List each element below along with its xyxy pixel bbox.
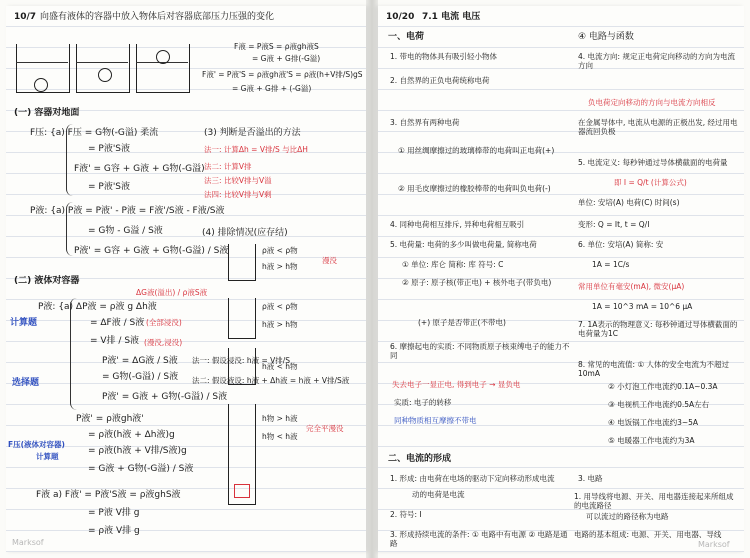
notebook-gutter	[366, 0, 378, 558]
d3-label1: h液 < h物	[262, 362, 298, 371]
r20: 3. 形成持续电流的条件: ① 电路中有电源 ② 电路是通路	[390, 530, 568, 548]
watermark-right: Marksof	[698, 540, 730, 549]
r13: 8. 常见的电流值: ① 人体的安全电流为不超过10mA	[578, 360, 730, 378]
diagram-4-object	[234, 484, 250, 498]
r15: 实质: 电子的转移	[394, 398, 452, 407]
d1-red: 漫没	[322, 256, 337, 265]
s2-bottom3: = ρ液 V排 g	[88, 526, 140, 536]
r9: ② 原子: 原子核(带正电) + 核外电子(带负电)	[402, 278, 552, 287]
s1-line7: P液' = G容 + G液 + G物(-G溢) / S液	[74, 246, 229, 256]
r2-red: 负电荷定向移动的方向与电流方向相反	[588, 98, 716, 107]
left-title: 向盛有液体的容器中放入物体后对容器底部压力压强的变化	[40, 12, 275, 22]
water-line-2	[76, 62, 128, 63]
s1-line4: = P液'S液	[88, 182, 131, 192]
s2-line8: = ρ液(h液 + Δh液)g	[88, 430, 175, 440]
r1: 1. 带电的物体具有吸引轻小物体	[390, 52, 498, 61]
s2-note2: 法二: 假设液设: h液 + Δh液 = h液 + V排/S液	[192, 376, 350, 385]
r11: (+) 原子是否带正(不带电)	[418, 318, 506, 327]
d1-label1: ρ液 < ρ物	[262, 246, 298, 255]
s1-red-method-1: 法一: 计算Δh = V排/S 与比ΔH	[204, 145, 308, 154]
right-title: 7.1 电流 电压	[422, 12, 481, 22]
s2-line2: = ΔF液 / S液	[90, 318, 145, 328]
left-date: 10/7	[14, 12, 37, 22]
s1-line6: = G物 - G溢 / S液	[88, 226, 163, 236]
side-label-calc-2: 计算题	[36, 452, 59, 461]
r14b: ② 小灯泡工作电流约0.1A~0.3A	[608, 382, 718, 391]
s1-red-method-4: 法四: 比较V排与V剩	[204, 190, 272, 199]
s1-line1b: (3) 判断是否溢出的方法	[204, 128, 301, 138]
r17b: 3. 电路	[578, 474, 603, 483]
d4-label1: h物 > h液	[262, 414, 298, 423]
top-formula-4: = G液 + G排 + (-G溢)	[232, 84, 312, 93]
s2-bottom1: F液 a) F液' = P液'S液 = ρ液ghS液	[36, 490, 181, 500]
r5: ② 用毛皮摩擦过的橡胶棒带的电荷叫负电荷(-)	[398, 184, 551, 193]
s2-line3: = V排 / S液	[90, 336, 140, 346]
diagram-2	[228, 298, 256, 339]
r7: 5. 电荷量: 电荷的多少叫做电荷量, 简称电荷	[390, 240, 537, 249]
section-liquid-container: (二) 液体对容器	[14, 276, 80, 286]
right-date: 10/20	[386, 12, 415, 22]
right-section-charge: 一、电荷	[388, 32, 425, 42]
right-page	[378, 6, 744, 552]
r12: 6. 摩擦起电的实质: 不同物质原子核束缚电子的能力不同	[390, 342, 570, 360]
r19b: 可以流过的路径称为电路	[586, 512, 669, 521]
top-formula-1: F液 = P液S = ρ液gh液S	[234, 42, 319, 51]
s1-red-method-3: 法三: 比较V排与V溢	[204, 176, 272, 185]
r19: 2. 符号: I	[390, 510, 422, 519]
r18: 动的电荷是电流	[412, 490, 465, 499]
r14-red: 失去电子一显正电, 得到电子 → 显负电	[392, 380, 521, 389]
r3: 3. 自然界有两种电荷	[390, 118, 460, 127]
d2-label2: h液 > h物	[262, 320, 298, 329]
r5b: 单位: 安培(A) 电荷(C) 时间(s)	[578, 198, 680, 207]
r9-red: 常用单位有毫安(mA), 微安(μA)	[578, 282, 685, 291]
right-section-current: 二、电流的形成	[388, 454, 452, 464]
d4-label2: h物 < h液	[262, 432, 298, 441]
r16c: ⑤ 电暖器工作电流约为3A	[608, 436, 695, 445]
s2-line7: P液' = ρ液gh液'	[76, 414, 144, 424]
s2-line1: P液: {a) ΔP液 = ρ液 g Δh液	[38, 302, 157, 312]
s1-line3: F液' = G容 + G液 + G物(-G溢)	[74, 164, 205, 174]
watermark-left: Marksof	[12, 538, 44, 547]
s1-line1: F压: {a) F压 = G物(-G溢) 柔流	[30, 128, 159, 138]
right-section-charge-b: ④ 电路与函数	[578, 32, 634, 42]
d2-label1: ρ液 < ρ物	[262, 302, 298, 311]
r7b: 6. 单位: 安培(A) 简称: 安	[578, 240, 664, 249]
water-line-1	[16, 62, 68, 63]
s1-line2: = P液'S液	[88, 144, 131, 154]
r11b: 7. 1A表示的物理意义: 每秒钟通过导体横截面的电荷量为1C	[578, 320, 738, 338]
brace-p-liquid	[70, 298, 77, 410]
s2-red3: (漫没,浸没)	[144, 338, 183, 347]
r4b: 5. 电流定义: 每秒钟通过导体横截面的电荷量	[578, 158, 728, 167]
r4c: 即 I = Q/t (计算公式)	[614, 178, 687, 187]
diagram-3	[228, 348, 256, 385]
top-formula-3: F液' = P液'S = ρ液gh液'S = ρ液(h+V排/S)gS	[202, 70, 363, 79]
s2-line6: P液' = G液 + G物(-G溢) / S液	[102, 392, 228, 402]
top-formula-2: = G液 + G排(-G溢)	[252, 54, 321, 63]
ball-3	[156, 50, 170, 64]
r3b: 在金属导体中, 电流从电源的正极出发, 经过用电器流回负极	[578, 118, 738, 136]
ball-2	[98, 68, 112, 82]
r4: ① 用丝绸摩擦过的玻璃棒带的电荷叫正电荷(+)	[398, 146, 555, 155]
s2-line4: P液' = ΔG液 / S液	[102, 356, 178, 366]
s2-bottom2: = P液 V排 g	[88, 508, 140, 518]
side-label-fpress: F压(液体对容器)	[8, 440, 65, 449]
r10: 1A = 10^3 mA = 10^6 μA	[592, 302, 693, 311]
r18b: 1. 用导线将电源、开关、用电器连接起来所组成的电流路径	[574, 492, 734, 510]
d1-label2: h液 > h物	[262, 262, 298, 271]
r8: ① 单位: 库仑 简称: 库 符号: C	[402, 260, 504, 269]
r16-blue: 同种物质相互摩擦不带电	[394, 416, 477, 425]
s2-red2: (全部浸没)	[146, 318, 182, 327]
r6: 4. 同种电荷相互排斥, 异种电荷相互吸引	[390, 220, 525, 229]
r16b: ④ 电饭锅工作电流约3~5A	[608, 418, 699, 427]
s2-line5: = G物(-G溢) / S液	[102, 372, 179, 382]
d4-red: 完全平漫没	[306, 424, 344, 433]
r6b: 变形: Q = It, t = Q/I	[578, 220, 650, 229]
side-label-calc: 计算题	[10, 318, 38, 328]
ball-1	[34, 78, 48, 92]
r15b: ③ 电视机工作电流约0.5A左右	[608, 400, 710, 409]
s1-red-method-2: 法二: 计算V排	[204, 162, 252, 171]
s1-line5: P液: {a) P液 = P液' - P液 = F液'/S液 - F液/S液	[30, 206, 225, 216]
s2-red1: ΔG液(溢出) / ρ液S液	[136, 288, 208, 297]
r2: 2. 自然界的正负电荷统称电荷	[390, 76, 490, 85]
left-page	[6, 6, 366, 552]
r8b: 1A = 1C/s	[592, 260, 630, 269]
section-container-ground: (一) 容器对地面	[14, 108, 80, 118]
s1-line6b: (4) 排除情况(应存结)	[202, 228, 288, 238]
s2-line9: = ρ液(h液 + V排/S液)g	[88, 446, 187, 456]
diagram-1	[228, 244, 256, 281]
side-label-choice: 选择题	[12, 378, 40, 388]
r20b: 电路的基本组成: 电源、开关、用电器、导线	[574, 530, 722, 539]
r1b: 4. 电流方向: 规定正电荷定向移动的方向为电流方向	[578, 52, 735, 70]
s2-note1: 法一: 假设浸没: h液 = V排/S	[192, 356, 291, 365]
r17: 1. 形成: 由电荷在电场的驱动下定向移动形成电流	[390, 474, 555, 483]
s2-line10: = G液 + G物(-G溢) / S液	[88, 464, 194, 474]
